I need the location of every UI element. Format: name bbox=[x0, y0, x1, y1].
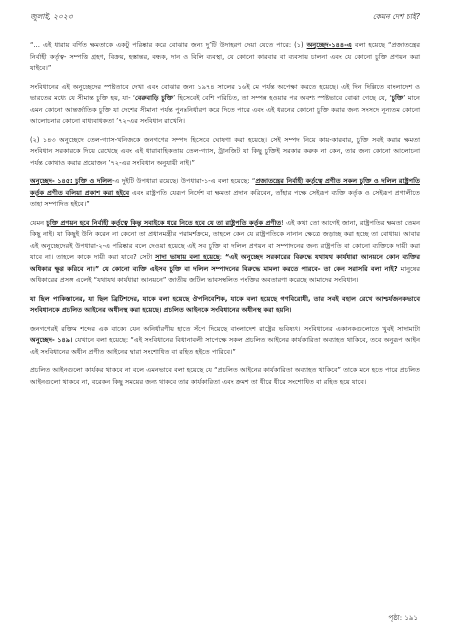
text-run: যেমন bbox=[30, 218, 47, 227]
text-run: চুক্তি bbox=[391, 94, 404, 102]
text-run: -এ দুইটি উপধারা রয়েছে। উপধারা-১-এ বলা হয়েছে: “ bbox=[112, 177, 256, 185]
text-run: সাদা ভাষায় বলা হয়েছে bbox=[155, 253, 220, 261]
text-run: যা ছিল পাকিস্তানের, যা ছিল ব্রিটিশদের, যাকে বলা হয়েছে ঔপনিবেশিক, যাকে বলা হয়েছে গণবিরোধী, তার সবই বহাল রেখে আশ্চর্যজনকভাবে সংবিধানকে প্রচলিত আইনের অধীনস্থ করা হয়েছে। প্রচলিত আইনকে সংবিধানের অধীনস্থ করা হয়নি। bbox=[30, 294, 420, 314]
page-header bbox=[30, 12, 420, 26]
paragraph-p3 bbox=[30, 135, 420, 170]
text-run: বলা হয়েছে “প্রজাতন্ত্রের নির্বাহী কর্তৃত্ব- সম্পত্তি গ্রহণ, বিক্রয়, হস্তান্তর, বন্ধক, দান ও বিলি ব্যবস্থা, যে কোনো কারবার বা ব্যবসায় চালনা এবং যে কোনো চুক্তি প্রণয়ন করা যাইবে।” bbox=[30, 41, 420, 72]
text-run: এবং রাষ্ট্রপতি যেরূপ নির্দেশ বা ক্ষমতা প্রদান করিবেন, তাঁহার পক্ষে সেইরূপ ব্যক্তি কর্তৃক ও সেইরূপ প্রণালীতে তাহা সম্পাদিত হইবে।” bbox=[30, 188, 421, 208]
text-run: অনুচ্ছেদ- ১৪৯। bbox=[30, 336, 73, 344]
text-run: ’ মানে এমন কোনো আন্তর্জাতিক চুক্তি যা দেশের সীমানা পর্যন্ত পুনঃনির্ধারণ করে দিতে পারে এবং এই ধরনের কোনো চুক্তি করার জন্য সংসদে নূন্যতম কোনো আলোচনার কোনো বাধ্যবাধকতা ’৭২-এর সংবিধান রাখেনি। bbox=[30, 94, 420, 125]
paragraph-p4 bbox=[30, 176, 420, 211]
text-run: প্রজাতন্ত্রের নির্বাহী কর্তৃত্বে প্রণীত সকল চুক্তি ও দলিল রাষ্ট্রপতি কর্তৃক প্রণীত বলিয়া প্রকাশ করা হইবে bbox=[30, 177, 420, 197]
text-run: জনগণেরই রক্তিম শব্দের এক বাক্যে যেন অনির্ধারণীয় হাতে সঁপে দিয়েছে বাংলাদেশ রাষ্ট্রের ভবিষ্যৎ। সংবিধানের একানকগুলোতে খুবই সাদামাটা bbox=[30, 324, 420, 333]
paragraph-p2 bbox=[30, 82, 420, 128]
text-run: মানুষের অধিকারের প্রসঙ্গ এলেই “যথাযথ কার্যধারা আনয়নে” জাতীয় জটিল ভাবসম্বলিত পংক্তির অবতারণা করেছে আমাদের সংবিধান। bbox=[30, 264, 420, 284]
header-title: কেমন দেশ চাই? bbox=[372, 12, 420, 21]
paragraph-p7 bbox=[30, 324, 420, 359]
text-run: (২) ১৪৩ অনুচ্ছেদে তেল-গ্যাস-খনিজকে জনগণের সম্পদ হিসেবে ঘোষণা করা হয়েছে। সেই সম্পদ নিয়ে কায়-কারবার, চুক্তি সবই করার ক্ষমতা সংবিধান সরকারকে দিয়ে রেখেছে এবং এই ধারাবাহিকতায় তেল-গ্যাস, ট্রানজিট যা কিছু চুক্তিই সরকার করুক না কেন, তার জন্য কোনো আলোচনা পর্যন্ত কোথাও করার প্রয়োজন ’৭২-এর সংবিধান অনুযায়ী নাই।” bbox=[30, 135, 420, 167]
text-run: ’ হিসেবেই বেশি পরিচিত, তা সম্পন্ন হওয়ার পর অবশ্য স্পষ্টভাবে বোঝা গেছে যে, ‘ bbox=[173, 94, 392, 102]
text-run: সংবিধানের এই অনুচ্ছেদের স্পষ্টতাবে দেখা এবং বোঝার জন্য ১৯৭৪ সালের ১৬ই মে পর্যন্ত অপেক্ষা করতে হয়েছে। এই দিন দিল্লিতে বাংলাদেশ ও ভারতের মধ্যে যে সীমান্ত চুক্তি হয়, যা- ‘ bbox=[30, 82, 420, 102]
text-run: ! এই কথা তো আগেই জানা, রাষ্ট্রপতির ক্ষমতা তেমন কিছু নাই। যা কিছুই উনি করেন না কেনো তা প্রধানমন্ত্রীর পরামর্শক্রমে, তাহলে কেন যে রাষ্ট্রপতিকে নানান ক্ষেত্রে জড়াচ্ছ করা হচ্ছে তা বোধায়। আবার এই অনুচ্ছেদেরই উপধারা-২-এ পরিষ্কার বলে দেওয়া হয়েছে এই সব চুক্তি বা দলিল প্রণয়ন বা সম্পাদনের জন্য রাষ্ট্রপতি বা কোনো ব্যক্তিকে দায়ী করা যাবে না। তাহলে কাকে দায়ী করা যাবে? সেটা bbox=[30, 218, 421, 261]
article-body bbox=[30, 40, 420, 395]
text-run: অনুচ্ছেদ- ১৪৫: চুক্তি ও দলিল bbox=[30, 177, 113, 185]
text-run: বেরুবাড়ি চুক্তি bbox=[135, 94, 174, 102]
page-number: পৃষ্ঠা: ১৯১ bbox=[388, 614, 418, 622]
paragraph-p5 bbox=[30, 218, 420, 287]
header-date: জুলাই, ২০২৩ bbox=[30, 12, 73, 21]
paragraph-p1 bbox=[30, 40, 420, 75]
text-run: যেখানে বলা হয়েছে: “এই সংবিধানের বিধানাবলী সাপেক্ষে সকল প্রচলিত আইনের কার্যকারিতা অব্যাহত থাকিবে, তবে অনুরূপ আইন এই সংবিধানের অধীন প্রণীত আইনের দ্বারা সংশোধিত বা রহিত হইতে পারিবে।” bbox=[30, 336, 420, 356]
paragraph-p8 bbox=[30, 365, 420, 388]
text-run: চুক্তি প্রণয়ন হবে নির্বাহী কর্তৃত্বে কিন্তু সবাইকে ধরে নিতে হবে যে তা রাষ্ট্রপতি কর্তৃক প্রণীত bbox=[46, 218, 282, 227]
text-run: : bbox=[219, 253, 225, 261]
paragraph-p6 bbox=[30, 294, 420, 317]
text-run: অনুচ্ছেদ-১৪৪-এ bbox=[306, 41, 352, 49]
text-run: “এই অনুচ্ছেদ সরকারের বিরুদ্ধে যথাযথ কার্যধারা আনয়নে কোন ব্যক্তির অধিকার ক্ষুণ্ণ করিবে না।” যে কোনো ব্যক্তি এইসব চুক্তি বা দলিল সম্পাদনের বিরুদ্ধে মামলা করতে পারবে- তা কেন সরাসরি বলা নাই? bbox=[30, 253, 420, 273]
text-run: প্রচলিত আইনগুলো কার্যকর থাকবে না বলে এমনভাবে বলা হয়েছে যে “প্রচলিত আইনের কার্যকারিতা অব্যাহত থাকিবে” তাকে মনে হতে পারে প্রচলিত আইনগুলো থাকবে না, বরেকন কিছু সময়ের জন্য থাকবে তার কার্যকারিতা এবং ক্রমশ তা ধীরে ধীরে সংশোধিত বা রহিত হয়ে যাবে। bbox=[30, 366, 420, 386]
text-run: “… এই ধারায় বর্ণিত ক্ষমতাকে একটু পরিষ্কার করে বোঝার জন্য দু’টি উদাহরণ দেয়া যেতে পারে: (১) bbox=[30, 41, 307, 49]
